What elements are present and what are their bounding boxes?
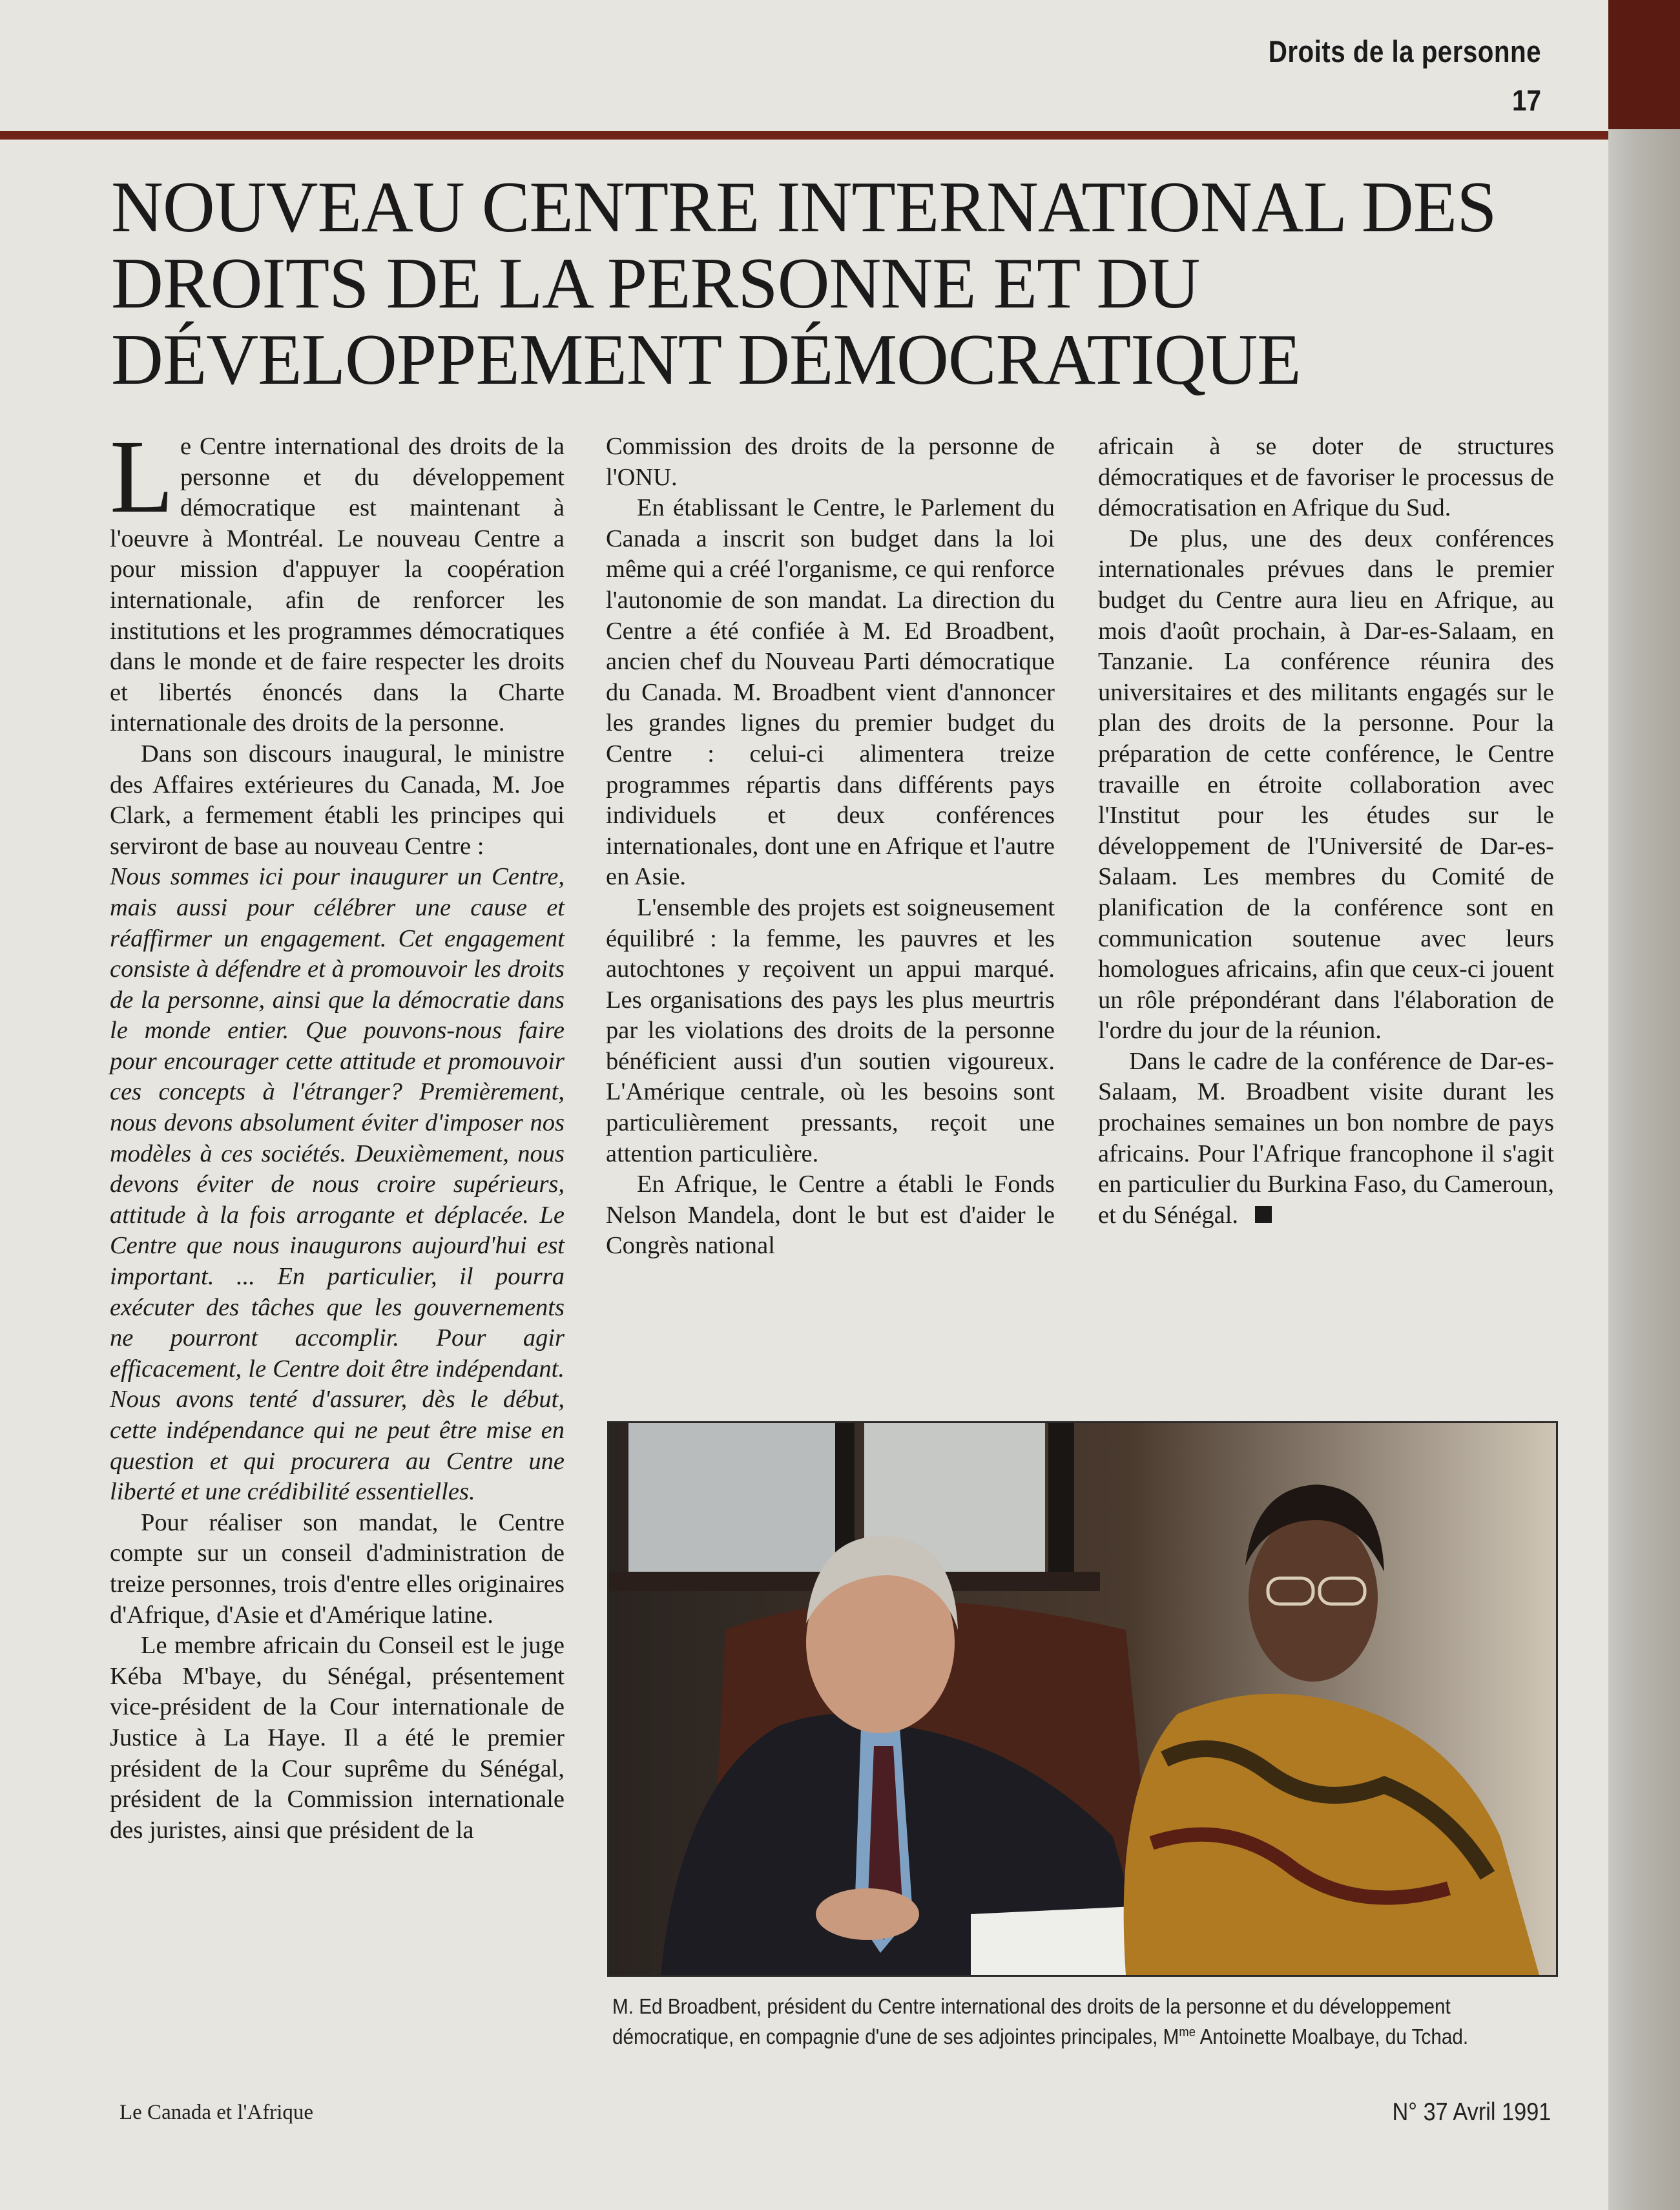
section-color-tab	[1608, 0, 1680, 129]
end-of-article-mark	[1255, 1206, 1272, 1223]
paragraph: Dans son discours inaugural, le ministre des Affaires extérieures du Canada, M. Joe Clark, a fermement établi les principes qui serviront de base au nouveau Centre :	[110, 740, 565, 860]
paragraph: Pour réaliser son mandat, le Centre compte sur un conseil d'administration de treize personnes, trois d'entre elles originaires d'Afrique, d'Asie et d'Amérique latine.	[110, 1508, 565, 1629]
caption-superscript: me	[1179, 2025, 1196, 2039]
caption-text: M. Ed Broadbent, président du Centre international des droits de la personne et du développement démocratique, en compagnie d'une de ses adjointes principales, M	[612, 1994, 1451, 2048]
page-number: 17	[1511, 84, 1541, 117]
paragraph-text: Dans le cadre de la conférence de Dar-es-Salaam, M. Broadbent visite durant les prochaines semaines un bon nombre de pays africains. Pour l'Afrique francophone il s'agit en particulier du Burkina Faso, du Cameroun, et du Sénégal.	[1098, 1047, 1554, 1229]
paragraph: Commission des droits de la personne de l'ONU.	[606, 433, 1055, 491]
footer-publication: Le Canada et l'Afrique	[119, 2101, 314, 2124]
paragraph: africain à se doter de structures démocratiques et de favoriser le processus de démocratisation en Afrique du Sud.	[1098, 433, 1554, 522]
section-header: Droits de la personne	[1268, 34, 1541, 68]
paragraph	[1098, 1047, 1554, 1231]
article-title	[111, 169, 1571, 398]
paragraph: L'ensemble des projets est soigneusement équilibré : la femme, les pauvres et les autochtones y reçoivent un appui marqué. Les organisations des pays les plus meurtris par les violations des droits de la personne bénéficient aussi d'un soutien vigoureux. L'Amérique centrale, où les besoins sont particulièrement pressants, reçoit une attention particulière.	[606, 893, 1055, 1167]
page-binding-edge	[1608, 0, 1680, 2210]
article-photo	[607, 1421, 1558, 1977]
text-column-3	[1098, 432, 1554, 1231]
paragraph: En Afrique, le Centre a établi le Fonds Nelson Mandela, dont le but est d'aider le Congrès national	[606, 1171, 1055, 1260]
text-column-1	[110, 419, 565, 1846]
quotation: Nous sommes ici pour inaugurer un Centre, mais aussi pour célébrer une cause et réaffirmer un engagement. Cet engagement consiste à défendre et à promouvoir les droits de la personne, ainsi que la démocratie dans le monde entier. Que pouvons-nous faire pour encourager cette attitude et promouvoir ces concepts à l'étranger? Premièrement, nous devons absolument éviter d'imposer nos modèles à ces sociétés. Deuxièmement, nous devons éviter de nous croire supérieurs, attitude à la fois arrogante et déplacée. Le Centre que nous inaugurons aujourd'hui est important. ... En particulier, il pourra exécuter des tâches que les gouvernements ne pourront accomplir. Pour agir efficacement, le Centre doit être indépendant. Nous avons tenté d'assurer, dès le début, cette indépendance qui ne peut être mise en question et qui procurera au Centre une liberté et une crédibilité essentielles.	[110, 863, 565, 1506]
photo-caption	[612, 1991, 1560, 2052]
paragraph: Le membre africain du Conseil est le juge Kéba M'baye, du Sénégal, présentement vice-président de la Cour internationale de Justice à La Haye. Il a été le premier président de la Cour suprême du Sénégal, président de la Commission internationale des juristes, ainsi que président de la	[110, 1632, 565, 1844]
paragraph: En établissant le Centre, le Parlement du Canada a inscrit son budget dans la loi même qui a créé l'organisme, ce qui renforce l'autonomie de son mandat. La direction du Centre a été confiée à M. Ed Broadbent, ancien chef du Nouveau Parti démocratique du Canada. M. Broadbent vient d'annoncer les grandes lignes du premier budget du Centre : celui-ci alimentera treize programmes répartis dans différents pays individuels et deux conférences internationales, dont une en Afrique et l'autre en Asie.	[606, 494, 1055, 891]
photo-illustration	[609, 1423, 1556, 1975]
title-line: DÉVELOPPEMENT DÉMOCRATIQUE	[111, 320, 1301, 400]
paragraph-text: e Centre international des droits de la personne et du développement démocratique est maintenant à l'oeuvre à Montréal. Le nouveau Centre a pour mission d'appuyer la coopération internationale, afin de renforcer les institutions et les programmes démocratiques dans le monde et de faire respecter les droits et libertés énoncés dans la Charte internationale des droits de la personne.	[110, 433, 565, 737]
caption-text-end: Antoinette Moalbaye, du Tchad.	[1195, 2025, 1469, 2048]
header-rule	[0, 131, 1608, 140]
footer-issue: N° 37 Avril 1991	[1392, 2098, 1551, 2126]
title-line: DROITS DE LA PERSONNE ET DU	[111, 244, 1200, 324]
title-line: NOUVEAU CENTRE INTERNATIONAL DES	[111, 167, 1497, 247]
paragraph	[110, 419, 565, 739]
text-column-2	[606, 432, 1055, 1262]
drop-cap: L	[110, 419, 174, 535]
paragraph: De plus, une des deux conférences internationales prévues dans le premier budget du Centre aura lieu en Afrique, au mois d'août prochain, à Dar-es-Salaam, en Tanzanie. La conférence réunira des universitaires et des militants engagés sur le plan des droits de la personne. Pour la préparation de cette conférence, le Centre travaille en étroite collaboration avec l'Institut pour les études sur le développement de l'Université de Dar-es-Salaam. Les membres du Comité de planification de la conférence sont en communication soutenue avec leurs homologues africains, afin que ceux-ci jouent un rôle prépondérant dans l'élaboration de l'ordre du jour de la réunion.	[1098, 525, 1554, 1045]
